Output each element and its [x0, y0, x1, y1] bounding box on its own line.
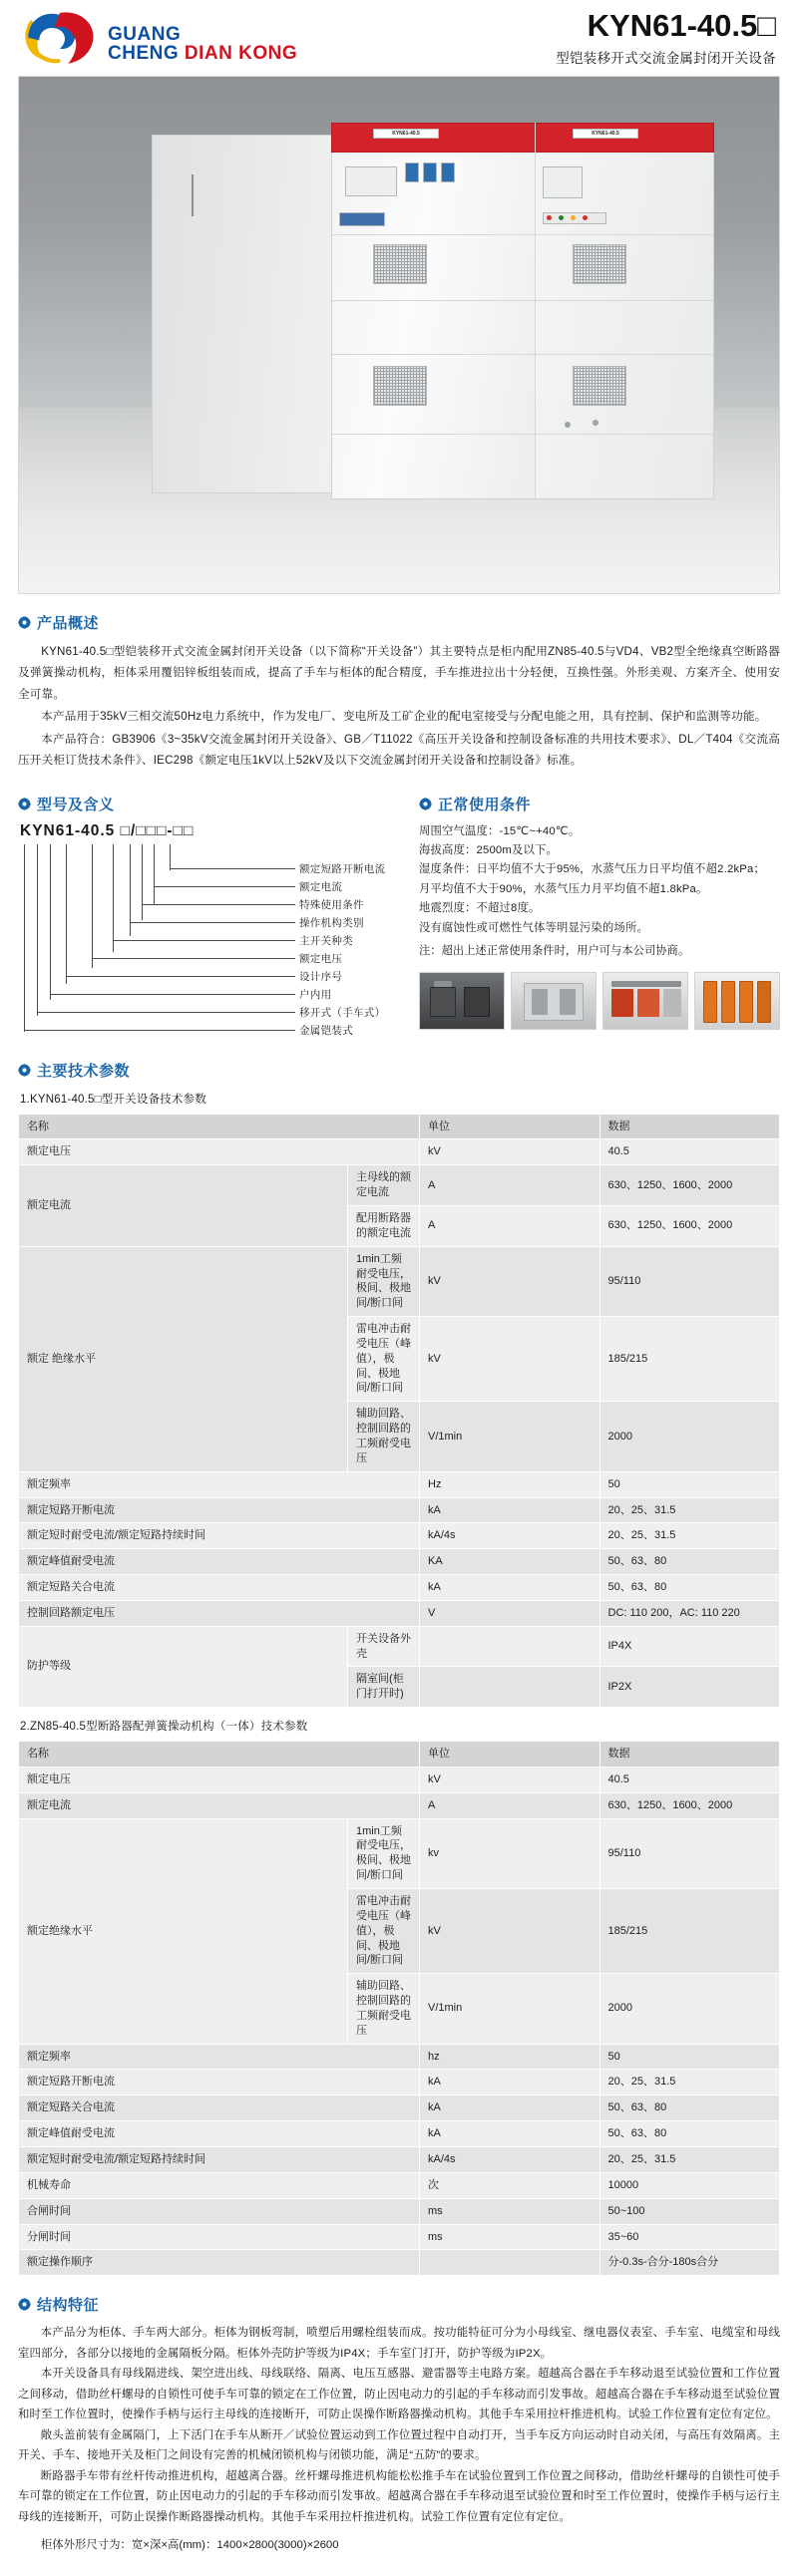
brand-diankong: DIAN KONG	[184, 43, 298, 64]
cell-parameter-name: 额定 绝缘水平	[19, 1246, 348, 1471]
ventilation-mesh-a1	[373, 244, 427, 284]
table1-col-name: 名称	[19, 1114, 420, 1139]
table-row	[19, 1497, 780, 1523]
two-column-section	[18, 776, 780, 1042]
cell-parameter-name: 分闸时间	[19, 2224, 420, 2250]
model-label-7: 户内用	[299, 988, 332, 1001]
cell-data: 95/110	[599, 1818, 780, 1888]
cell-data: IP4X	[599, 1626, 780, 1667]
meter-a3	[441, 162, 455, 182]
cell-parameter-sub: 1min工频耐受电压，极间、极地间/断口间	[348, 1818, 420, 1888]
table1-head	[19, 1114, 780, 1139]
relay-instrument-panel-b	[543, 166, 583, 198]
section-heading-features	[18, 2294, 780, 2315]
condition-line-4: 没有腐蚀性或可燃性气体等明显污染的场所。	[419, 921, 648, 934]
cell-parameter-sub: 辅助回路、控制回路的工频耐受电压	[348, 1974, 420, 2044]
meter-a1	[405, 162, 419, 182]
cell-data: 20、25、31.5	[599, 1523, 780, 1549]
cell-parameter-sub: 配用断路器的额定电流	[348, 1206, 420, 1247]
cell-unit: kA/4s	[420, 1523, 600, 1549]
gear-icon	[18, 1064, 31, 1077]
cell-parameter-name: 额定短时耐受电流/额定短路持续时间	[19, 1523, 420, 1549]
cell-data: 35~60	[599, 2224, 780, 2250]
page-header	[0, 0, 798, 76]
operating-conditions-column	[419, 776, 780, 1042]
leader-v-7	[66, 844, 67, 984]
indicator-light-green	[559, 215, 564, 220]
table1-col-unit: 单位	[420, 1114, 600, 1139]
table-row	[19, 1626, 780, 1667]
gear-icon	[18, 616, 31, 629]
cell-unit: V/1min	[420, 1974, 600, 2044]
leader-v-5	[113, 844, 114, 952]
gear-icon	[18, 2298, 31, 2311]
thumbnail-component-2	[511, 972, 597, 1030]
table2-col-unit: 单位	[420, 1742, 600, 1768]
cell-unit: kV	[420, 1246, 600, 1316]
cell-parameter-name: 额定操作顺序	[19, 2250, 420, 2276]
brand-line-1: GUANG	[108, 24, 182, 45]
table2-head	[19, 1742, 780, 1768]
cell-unit	[420, 2250, 600, 2276]
table-row	[19, 1818, 780, 1888]
thumbnail-component-3	[602, 972, 688, 1030]
overview-paragraph-1: KYN61-40.5□型铠装移开式交流金属封闭开关设备（以下简称“开关设备”）其主要特点是柜内配用ZN85-40.5与VD4、VB2型全绝缘真空断路器及弹簧操动机构，柜体采用覆铝锌板组装而成，提高了手车与柜体的配合精度，手车推进拉出十分轻便，互换性强。外形美观、方案齐全、使用安全可靠。	[18, 645, 780, 701]
thumbnail-component-4	[694, 972, 780, 1030]
door-seam-b3	[535, 354, 714, 355]
model-label-0: 额定短路开断电流	[299, 862, 386, 875]
cell-data: IP2X	[599, 1667, 780, 1708]
cell-parameter-name: 额定短路关合电流	[19, 1575, 420, 1601]
cell-data: 分-0.3s-合分-180s合分	[599, 2250, 780, 2276]
cell-data: 95/110	[599, 1246, 780, 1316]
model-label-2: 特殊使用条件	[299, 898, 364, 911]
condition-line-3: 地震烈度：不超过8度。	[419, 902, 541, 915]
feature-paragraph-4: 断路器手车带有丝杆传动推进机构，超越离合器。丝杆螺母推进机构能松松推手车在试验位置到工作位置之间移动，借助丝杆螺母的自锁性可使手车可靠的锁定在工作位置，防止因电动力的引起的手车移动而引发事故。超越离合器在手车移动退至试验位置和时至工作位置时，使操作手柄与运行主母线的连接断开，可防止误操作断路器操动机构。其他手车采用拉杆推进机构。试验工作位置有定位有定位。	[18, 2469, 780, 2523]
cell-data: 40.5	[599, 1767, 780, 1792]
cell-unit: kA	[420, 2121, 600, 2147]
table2-col-name: 名称	[19, 1742, 420, 1768]
cell-data: 185/215	[599, 1317, 780, 1402]
indicator-light-amber	[571, 215, 576, 220]
table-row	[19, 2198, 780, 2224]
cell-unit: kA/4s	[420, 2146, 600, 2172]
section-heading-conditions	[419, 794, 780, 814]
table-row	[19, 1246, 780, 1316]
label-strip-a	[339, 212, 385, 226]
cell-parameter-name: 额定电压	[19, 1767, 420, 1792]
model-label-9: 金属铠装式	[299, 1024, 353, 1037]
leader-v-3	[142, 844, 143, 920]
leader-v-10	[24, 844, 25, 1032]
feature-paragraph-1: 本产品分为柜体、手车两大部分。柜体为钢板弯制，喷塑后用螺栓组装而成。按功能特征可分为小母线室、继电器仪表室、手车室、电缆室和母线室四部分，各部分以接地的金属隔板分隔。柜体外壳防护等级为IP4X；手车室门打开，防护等级为IP2X。	[18, 2327, 780, 2360]
feature-paragraph-2: 本开关设备具有母线隔进线、架空进出线、母线联络、隔离、电压互感器、避雷器等主电路方案。超越高合器在手车移动退至试验位置和工作位置之间移动，借助丝杆螺母的自锁性可使手车可靠的锁定在工作位置，防止因电动力的引起的手车移动而引发事故。超越高合器在手车移动退至试验位置和时至工作位置时，使操作手柄与运行主母线的连接断开，可防止误操作断路器操动机构。其他手车采用拉杆推进机构。试验工作位置有定位有定位。	[18, 2368, 780, 2421]
cell-unit: ms	[420, 2224, 600, 2250]
content-wrap	[0, 612, 798, 2552]
table1-body	[19, 1139, 780, 1708]
cell-parameter-name: 额定短路开断电流	[19, 1497, 420, 1523]
cell-data: 630、1250、1600、2000	[599, 1165, 780, 1206]
leader-v-6	[92, 844, 93, 968]
cell-unit: A	[420, 1206, 600, 1247]
conditions-heading-label: 正常使用条件	[438, 796, 532, 813]
door-seam-b2	[535, 300, 714, 301]
cell-unit: kA	[420, 2070, 600, 2095]
cell-data: DC: 110 200，AC: 110 220	[599, 1600, 780, 1626]
table-row	[19, 1471, 780, 1497]
cell-data: 20、25、31.5	[599, 2070, 780, 2095]
table2-body	[19, 1767, 780, 2275]
indicator-light-red-2	[583, 215, 588, 220]
thumbnail-component-1	[419, 972, 505, 1030]
section-heading-specs	[18, 1060, 780, 1081]
section-heading-overview	[18, 612, 780, 633]
brand-text	[108, 11, 297, 63]
condition-line-1: 海拔高度：2500m及以下。	[419, 844, 559, 857]
table-row	[19, 1523, 780, 1549]
overview-paragraph-2: 本产品用于35kV三相交流50Hz电力系统中，作为发电厂、变电所及工矿企业的配电室接受与分配电能之用，具有控制、保护和监测等功能。	[41, 710, 767, 724]
model-label-5: 额定电压	[299, 952, 343, 965]
model-label-4: 主开关种类	[299, 934, 353, 947]
cell-parameter-name: 额定短路开断电流	[19, 2070, 420, 2095]
cell-unit	[420, 1626, 600, 1667]
leader-v-8	[50, 844, 51, 1000]
cell-parameter-name: 额定绝缘水平	[19, 1818, 348, 2044]
cell-data: 50、63、80	[599, 2095, 780, 2121]
door-seam-a3	[331, 354, 539, 355]
table1-caption: 1.KYN61-40.5□型开关设备技术参数	[20, 1093, 207, 1106]
table-row	[19, 2146, 780, 2172]
leader-v-2	[154, 844, 155, 904]
section-heading-model	[18, 794, 403, 814]
cell-parameter-name: 额定峰值耐受电流	[19, 2121, 420, 2147]
brand-cheng: CHENG	[108, 43, 185, 64]
cell-unit: 次	[420, 2172, 600, 2198]
cell-parameter-name: 额定频率	[19, 2044, 420, 2070]
table-row	[19, 1767, 780, 1792]
table2-col-data: 数据	[599, 1742, 780, 1768]
cabinet-dimensions: 柜体外形尺寸为：宽×深×高(mm)：1400×2800(3000)×2600	[40, 2538, 339, 2551]
table2-header-row	[19, 1742, 780, 1768]
model-designation-diagram	[18, 842, 403, 1042]
model-label-6: 设计序号	[299, 970, 343, 983]
leader-h-6	[92, 958, 295, 959]
specs-heading-label: 主要技术参数	[37, 1062, 131, 1080]
brand-line-2	[108, 44, 297, 63]
cell-data: 50、63、80	[599, 2121, 780, 2147]
leader-v-1	[170, 844, 171, 870]
model-label-3: 操作机构类别	[299, 916, 364, 929]
table-row	[19, 1165, 780, 1206]
table2-caption: 2.ZN85-40.5型断路器配弹簧操动机构（一体）技术参数	[20, 1721, 308, 1734]
model-label-1: 额定电流	[299, 880, 343, 893]
cell-data: 50、63、80	[599, 1549, 780, 1575]
cell-parameter-sub: 开关设备外壳	[348, 1626, 420, 1667]
cell-data: 20、25、31.5	[599, 1497, 780, 1523]
table-row	[19, 2070, 780, 2095]
cell-parameter-name: 额定电流	[19, 1792, 420, 1818]
overview-heading-label: 产品概述	[37, 615, 100, 632]
cell-data: 2000	[599, 1402, 780, 1471]
leader-h-1	[170, 868, 295, 869]
product-photo	[18, 76, 780, 594]
leader-h-8	[50, 994, 295, 995]
cell-data: 50	[599, 2044, 780, 2070]
table-row	[19, 1139, 780, 1165]
overview-paragraph-3: 本产品符合：GB3906《3~35kV交流金属封闭开关设备》、GB／T11022《高压开关设备和控制设备标准的共用技术要求》、DL／T404《交流高压开关柜订货技术条件》、IEC298《额定电压1kV以上52kV及以下交流金属封闭开关设备和控制设备》标准。	[18, 732, 780, 768]
table-row	[19, 2250, 780, 2276]
cell-data: 40.5	[599, 1139, 780, 1165]
cell-parameter-name: 防护等级	[19, 1626, 348, 1707]
table-row	[19, 2224, 780, 2250]
leader-h-5	[113, 940, 295, 941]
leader-h-3	[142, 904, 295, 905]
component-thumbnails	[419, 972, 780, 1030]
cell-parameter-name: 额定短路关合电流	[19, 2095, 420, 2121]
cell-data: 630、1250、1600、2000	[599, 1206, 780, 1247]
condition-line-2: 湿度条件：日平均值不大于95%，水蒸气压力日平均值不超2.2kPa； 月平均值不大于90%，水蒸气压力月平均值不超1.8kPa。	[419, 863, 771, 895]
meter-a2	[423, 162, 437, 182]
ventilation-mesh-b2	[573, 366, 626, 406]
cell-unit: kv	[420, 1818, 600, 1888]
cell-parameter-name: 额定频率	[19, 1471, 420, 1497]
cell-parameter-sub: 隔室间(柜门打开时)	[348, 1667, 420, 1708]
cell-unit: A	[420, 1165, 600, 1206]
spec-table-1	[18, 1114, 780, 1708]
cell-unit: kA	[420, 2095, 600, 2121]
cell-unit	[420, 1667, 600, 1708]
door-seam-b1	[535, 234, 714, 235]
cell-data: 50~100	[599, 2198, 780, 2224]
leader-h-4	[130, 922, 295, 923]
condition-note: 注：超出上述正常使用条件时，用户可与本公司协商。	[419, 945, 690, 958]
page-subtitle: 型铠装移开式交流金属封闭开关设备	[556, 50, 776, 66]
cell-parameter-name: 额定电压	[19, 1139, 420, 1165]
cell-unit: kA	[420, 1497, 600, 1523]
cabinet-nameplate-a: KYN61-40.5	[373, 129, 439, 139]
title-block	[556, 8, 776, 67]
model-code-string: KYN61-40.5 □/□□□-□□	[20, 821, 195, 839]
cell-parameter-name: 机械寿命	[19, 2172, 420, 2198]
indicator-light-red	[547, 215, 552, 220]
table-row	[19, 2121, 780, 2147]
ventilation-mesh-b1	[573, 244, 626, 284]
cell-parameter-sub: 主母线的额定电流	[348, 1165, 420, 1206]
page-title: KYN61-40.5□	[587, 7, 776, 43]
cabinet-vertical-seam	[535, 123, 536, 499]
cell-data: 2000	[599, 1974, 780, 2044]
cell-parameter-name: 控制回路额定电压	[19, 1600, 420, 1626]
table-row	[19, 1600, 780, 1626]
features-heading-label: 结构特征	[37, 2297, 100, 2315]
door-seam-a2	[331, 300, 539, 301]
cell-data: 185/215	[599, 1889, 780, 1974]
cell-parameter-sub: 雷电冲击耐受电压（峰值），极间、极地间/断口间	[348, 1317, 420, 1402]
cell-parameter-name: 额定电流	[19, 1165, 348, 1246]
gear-icon	[18, 798, 31, 810]
model-heading-label: 型号及含义	[37, 796, 115, 813]
cell-unit: kV	[420, 1317, 600, 1402]
leader-h-10	[24, 1030, 295, 1031]
cell-unit: kA	[420, 1575, 600, 1601]
brand-block	[18, 6, 297, 68]
cell-data: 10000	[599, 2172, 780, 2198]
cell-parameter-sub: 雷电冲击耐受电压（峰值），极间、极地间/断口间	[348, 1889, 420, 1974]
cell-unit: kV	[420, 1889, 600, 1974]
cell-unit: KA	[420, 1549, 600, 1575]
base-seam	[331, 434, 714, 435]
ventilation-mesh-a2	[373, 366, 427, 406]
cell-parameter-name: 合闸时间	[19, 2198, 420, 2224]
cabinet-side-panel	[152, 135, 341, 493]
leader-h-7	[66, 976, 295, 977]
cell-unit: Hz	[420, 1471, 600, 1497]
table-row	[19, 2095, 780, 2121]
cell-parameter-sub: 辅助回路、控制回路的工频耐受电压	[348, 1402, 420, 1471]
gear-icon	[419, 798, 432, 810]
cell-parameter-name: 额定峰值耐受电流	[19, 1549, 420, 1575]
leader-h-9	[37, 1012, 295, 1013]
cell-unit: ms	[420, 2198, 600, 2224]
base-bolt-1	[565, 422, 571, 428]
cell-parameter-name: 额定短时耐受电流/额定短路持续时间	[19, 2146, 420, 2172]
side-handle	[192, 174, 194, 216]
model-label-8: 移开式（手车式）	[299, 1006, 386, 1019]
feature-paragraph-3: 敞头盖前装有金属隔门，上下活门在手车从断开／试验位置运动到工作位置过程中自动打开，当手车反方向运动时自动关闭，与高压有效隔离。主开关、手车、接地开关及柜门之间设有完善的机械闭锁机构与闭锁功能，满足“五防”的要求。	[18, 2428, 780, 2462]
table-row	[19, 2172, 780, 2198]
cell-unit: kV	[420, 1139, 600, 1165]
cabinet-nameplate-b: KYN61-40.5	[573, 129, 638, 139]
table1-header-row	[19, 1114, 780, 1139]
table-row	[19, 1792, 780, 1818]
door-seam-a1	[331, 234, 539, 235]
condition-line-0: 周围空气温度：-15℃~+40℃。	[419, 824, 581, 837]
leader-h-2	[154, 886, 295, 887]
table-row	[19, 2044, 780, 2070]
leader-v-9	[37, 844, 38, 1016]
relay-instrument-panel-a	[345, 166, 397, 196]
cell-unit: kV	[420, 1767, 600, 1792]
cabinet-assembly	[74, 105, 762, 573]
model-meaning-column	[18, 776, 403, 1042]
cell-unit: A	[420, 1792, 600, 1818]
cell-parameter-sub: 1min工频耐受电压，极间、极地间/断口间	[348, 1246, 420, 1316]
base-bolt-2	[593, 420, 598, 426]
spec-table-2	[18, 1741, 780, 2276]
table-row	[19, 1549, 780, 1575]
cell-data: 50	[599, 1471, 780, 1497]
cell-unit: V/1min	[420, 1402, 600, 1471]
cell-data: 20、25、31.5	[599, 2146, 780, 2172]
table1-col-data: 数据	[599, 1114, 780, 1139]
cell-unit: hz	[420, 2044, 600, 2070]
guangcheng-logo-icon	[18, 6, 102, 68]
cell-data: 50、63、80	[599, 1575, 780, 1601]
cell-unit: V	[420, 1600, 600, 1626]
cell-data: 630、1250、1600、2000	[599, 1792, 780, 1818]
table-row	[19, 1575, 780, 1601]
